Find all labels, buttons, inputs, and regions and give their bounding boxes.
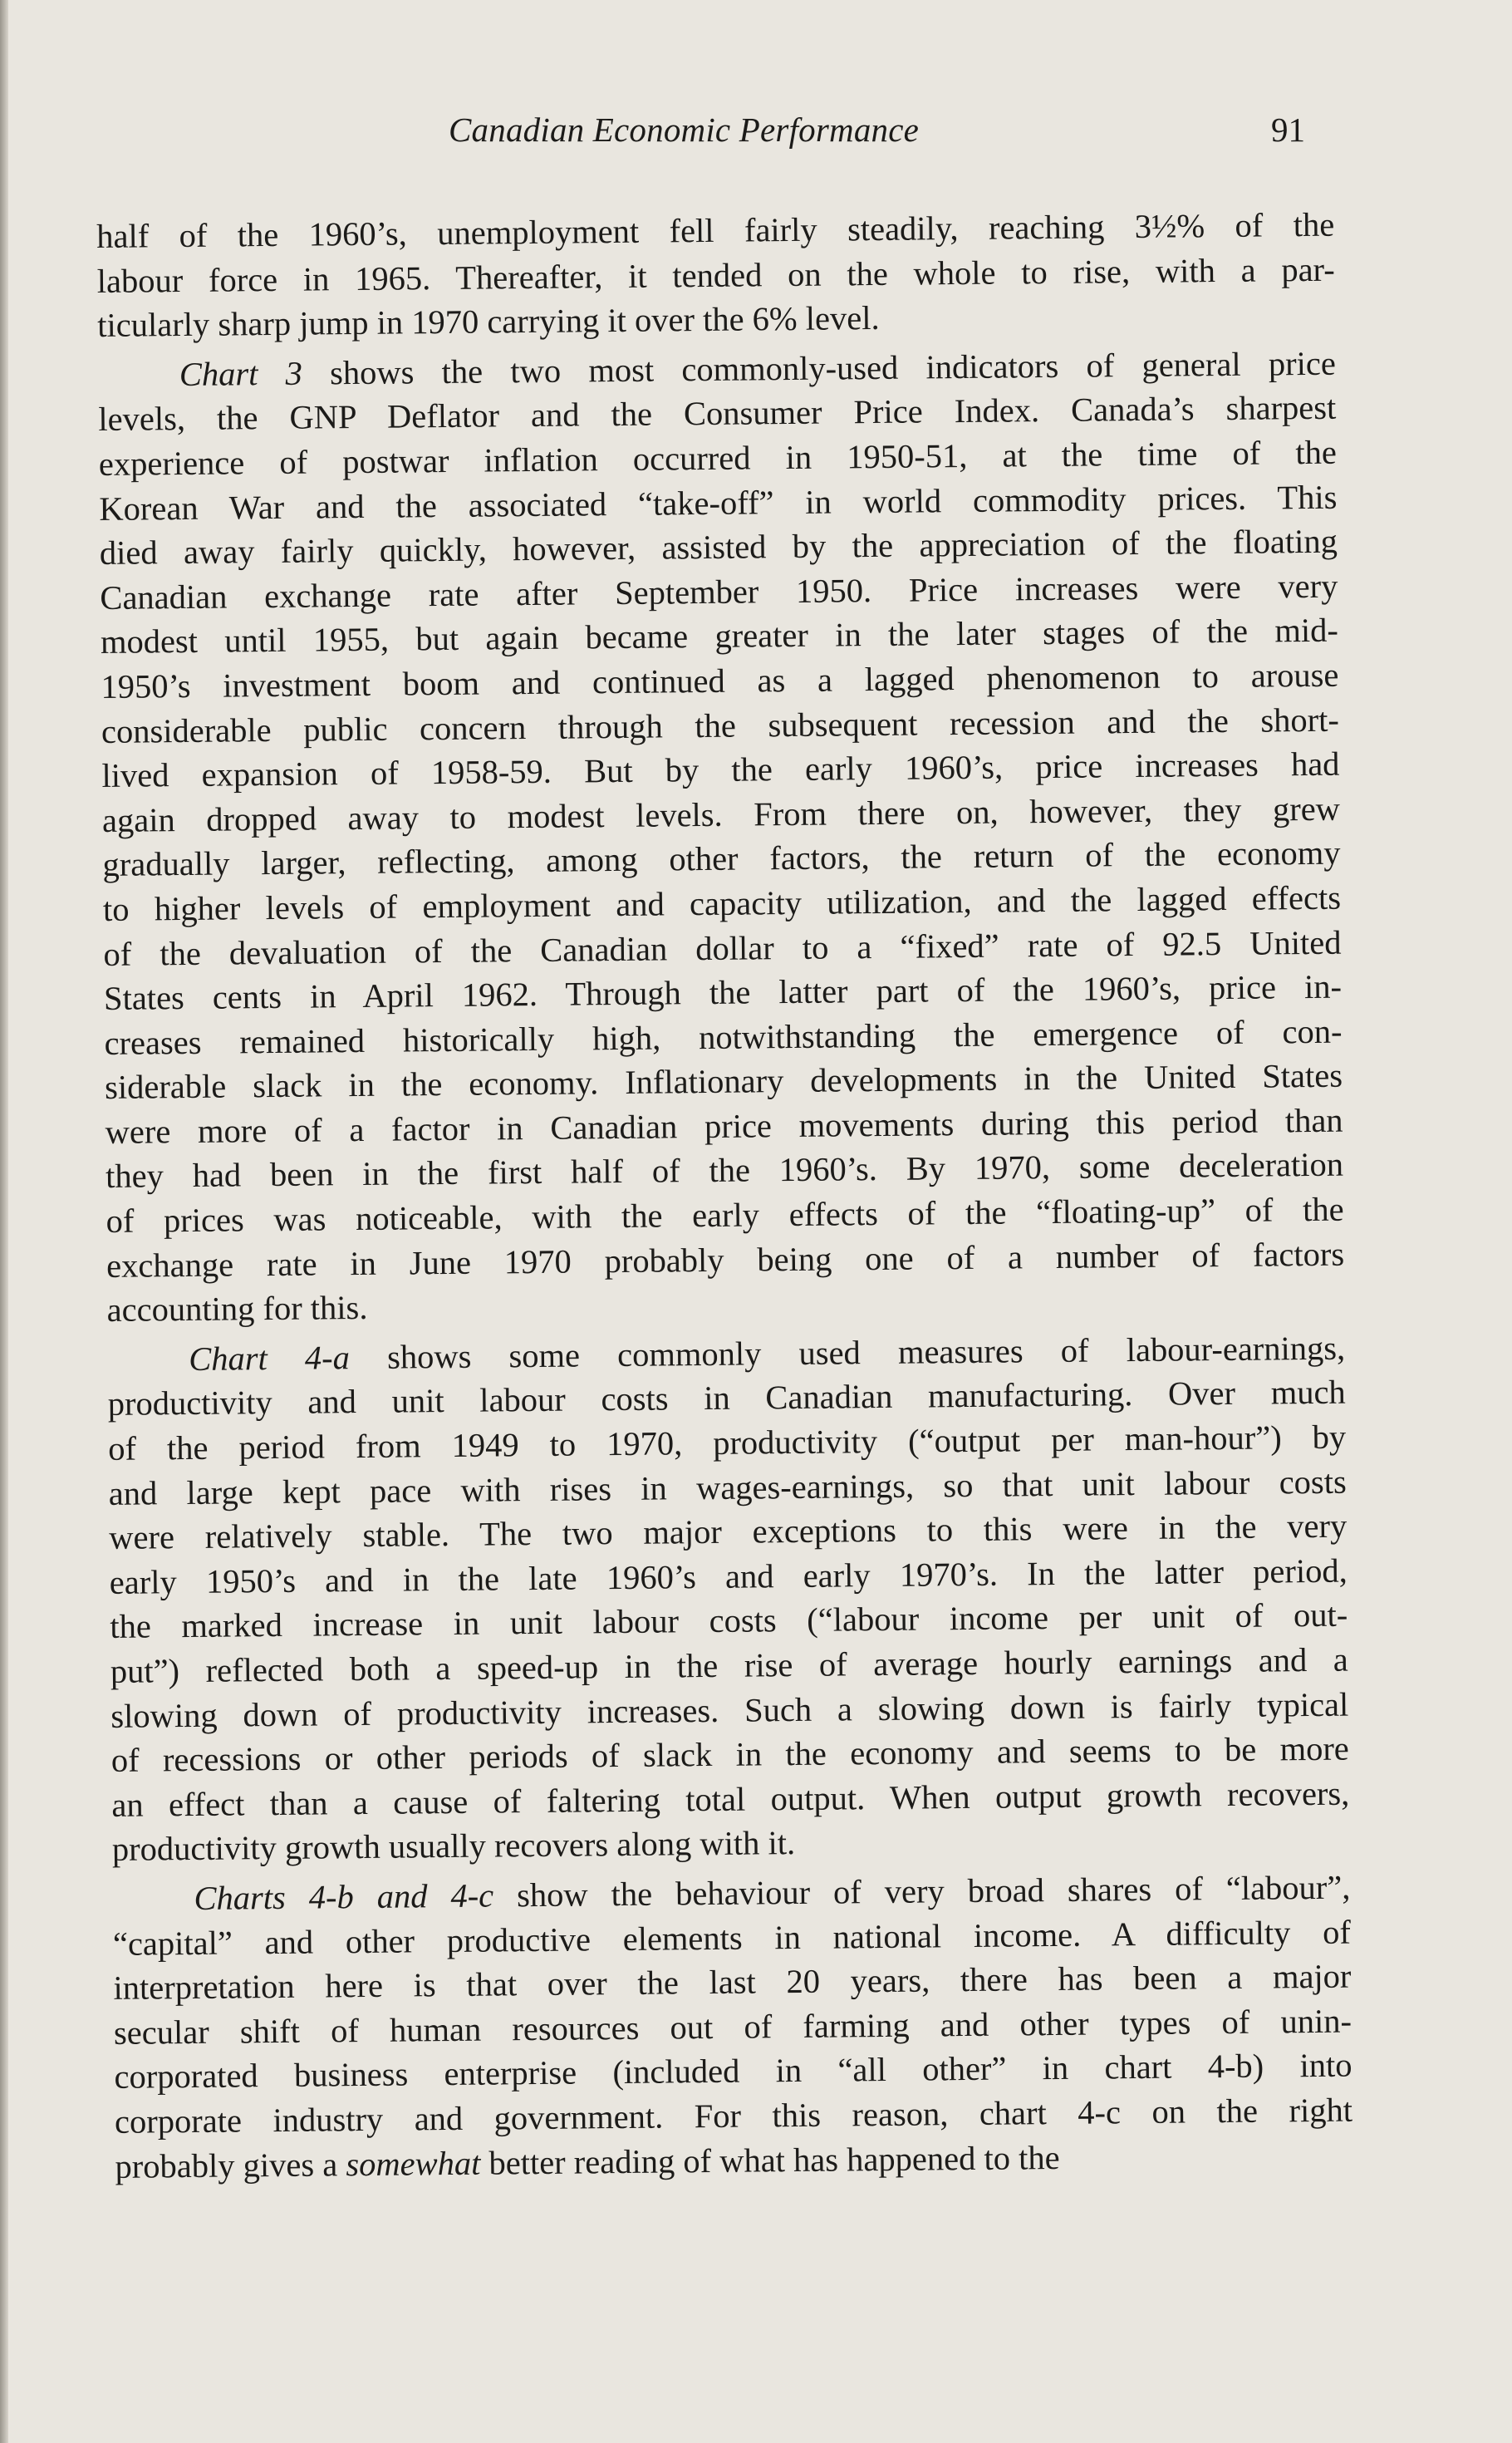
text-segment: gradually larger, reflecting, among other factors, the return of the economy bbox=[102, 833, 1341, 884]
text-segment: corporate industry and government. For this reason, chart 4-c on the right bbox=[114, 2091, 1353, 2141]
text-segment: productivity growth usually recovers along with it. bbox=[111, 1824, 796, 1869]
text-segment: to higher levels of employment and capacity utilization, and the lagged effects bbox=[102, 878, 1342, 928]
text-segment: better reading of what has happened to the bbox=[480, 2138, 1060, 2182]
text-segment: the marked increase in unit labour costs (“labour income per unit of out- bbox=[110, 1596, 1348, 1646]
text-segment: “capital” and other productive elements in national income. A difficulty of bbox=[112, 1913, 1352, 1963]
text-segment: levels, the GNP Deflator and the Consumer Price Index. Canada’s sharpest bbox=[98, 389, 1337, 439]
book-spine-shadow bbox=[0, 0, 8, 2443]
text-segment: early 1950’s and in the late 1960’s and early 1970’s. In the latter period, bbox=[109, 1551, 1348, 1601]
emphasis: Charts 4-b and 4-c bbox=[194, 1876, 494, 1917]
text-segment: probably gives a bbox=[115, 2145, 346, 2185]
text-segment: Korean War and the associated “take-off” in world commodity prices. This bbox=[99, 478, 1338, 528]
text-segment: were relatively stable. The two major exceptions to this were in the very bbox=[109, 1507, 1348, 1557]
text-segment: exchange rate in June 1970 probably being one of a number of factors bbox=[106, 1235, 1345, 1285]
paragraph bbox=[107, 1325, 1350, 1871]
running-title: Canadian Economic Performance bbox=[449, 111, 920, 149]
running-head bbox=[0, 110, 1512, 160]
text-segment: shows the two most commonly-used indicators of general price bbox=[302, 344, 1337, 392]
text-segment: of prices was noticeable, with the early effects of the “floating-up” of the bbox=[106, 1190, 1344, 1241]
text-segment: and large kept pace with rises in wages-earnings, so that unit labour costs bbox=[108, 1462, 1347, 1512]
text-segment: of recessions or other periods of slack in the economy and seems to be more bbox=[110, 1729, 1350, 1780]
text-segment: considerable public concern through the subsequent recession and the short- bbox=[101, 700, 1340, 750]
text-segment: of the devaluation of the Canadian dollar to a “fixed” rate of 92.5 United bbox=[103, 923, 1342, 973]
text-segment: creases remained historically high, notwithstanding the emergence of con- bbox=[104, 1012, 1343, 1062]
paragraph bbox=[98, 341, 1345, 1332]
text-segment: show the behaviour of very broad shares of “labour”, bbox=[493, 1868, 1351, 1915]
text-segment: again dropped away to modest levels. From there on, however, they grew bbox=[101, 789, 1341, 839]
text-segment: lived expansion of 1958-59. But by the early 1960’s, price increases had bbox=[101, 745, 1340, 795]
text-segment: accounting for this. bbox=[106, 1289, 368, 1330]
emphasis: Chart 3 bbox=[179, 354, 303, 393]
text-segment: ticularly sharp jump in 1970 carrying it over the 6% level. bbox=[97, 299, 880, 345]
text-segment: productivity and unit labour costs in Canadian manufacturing. Over much bbox=[107, 1374, 1346, 1423]
text-segment: were more of a factor in Canadian price movements during this period than bbox=[105, 1101, 1343, 1151]
text-segment: Canadian exchange rate after September 1950. Price increases were very bbox=[100, 567, 1338, 617]
text-segment: they had been in the first half of the 1960’s. By 1970, some deceleration bbox=[105, 1146, 1344, 1196]
text-segment: corporated business enterprise (included in “all other” in chart 4-b) into bbox=[114, 2046, 1352, 2096]
body-text bbox=[96, 203, 1353, 2189]
text-segment: 1950’s investment boom and continued as a lagged phenomenon to arouse bbox=[101, 656, 1339, 705]
text-segment: died away fairly quickly, however, assisted by the appreciation of the floating bbox=[99, 522, 1338, 573]
emphasis: Chart 4-a bbox=[189, 1338, 351, 1378]
paragraph bbox=[96, 203, 1335, 348]
text-segment: an effect than a cause of faltering total output. When output growth recovers, bbox=[111, 1774, 1350, 1824]
text-segment: labour force in 1965. Thereafter, it tended on the whole to rise, with a par- bbox=[96, 250, 1335, 300]
paragraph-indent bbox=[107, 1370, 189, 1371]
page-number: 91 bbox=[1271, 111, 1305, 149]
emphasis: somewhat bbox=[346, 2144, 481, 2183]
text-segment: put”) reflected both a speed-up in the rise of average hourly earnings and a bbox=[110, 1640, 1348, 1690]
text-segment: siderable slack in the economy. Inflationary developments in the United States bbox=[104, 1056, 1343, 1107]
text-segment: experience of postwar inflation occurred in 1950-51, at the time of the bbox=[98, 433, 1338, 483]
text-segment: slowing down of productivity increases. Such a slowing down is fairly typical bbox=[110, 1685, 1349, 1735]
text-segment: shows some commonly used measures of labour-earnings, bbox=[349, 1329, 1346, 1376]
text-segment: modest until 1955, but again became greater in the later stages of the mid- bbox=[100, 612, 1339, 661]
text-segment: half of the 1960’s, unemployment fell fairly steadily, reaching 3½% of the bbox=[96, 205, 1335, 255]
paragraph bbox=[112, 1865, 1353, 2189]
text-segment: of the period from 1949 to 1970, productivity (“output per man-hour”) by bbox=[108, 1418, 1347, 1467]
text-segment: States cents in April 1962. Through the latter part of the 1960’s, price in- bbox=[103, 967, 1343, 1018]
text-segment: interpretation here is that over the last 20 years, there has been a major bbox=[113, 1957, 1352, 2008]
text-segment: secular shift of human resources out of farming and other types of unin- bbox=[113, 2002, 1352, 2052]
